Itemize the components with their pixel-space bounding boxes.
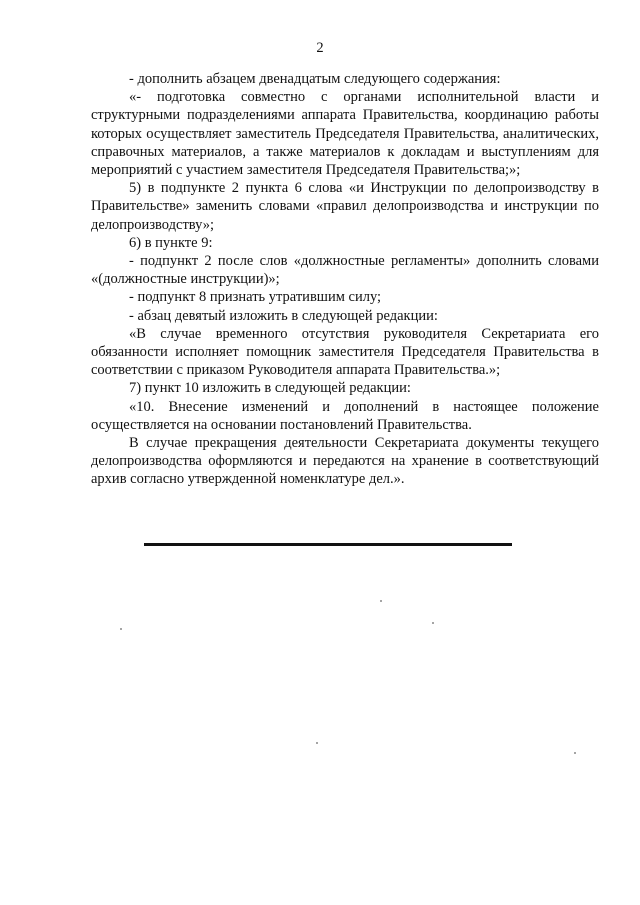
paragraph-10: «10. Внесение изменений и дополнений в настоящее положение осуществляется на основании постановлений Правительства. (91, 398, 599, 433)
document-body (91, 70, 599, 489)
paragraph-2: «- подготовка совместно с органами исполнительной власти и структурными подразделениями аппарата Правительства, координацию работы которых осуществляет заместитель Председателя Правительства, аналитических, справочных материалов, а также материалов к докладам и выступлениям для мероприятий с участием заместителя Председателя Правительства;»; (91, 89, 599, 179)
scan-speck (432, 622, 434, 624)
scan-speck (574, 752, 576, 754)
page-number: 2 (316, 40, 324, 56)
paragraph-7: - абзац девятый изложить в следующей редакции: (129, 307, 438, 324)
paragraph-6: - подпункт 8 признать утратившим силу; (129, 289, 382, 306)
scan-speck (120, 628, 122, 630)
scan-speck (316, 742, 318, 744)
paragraph-3: 5) в подпункте 2 пункта 6 слова «и Инструкции по делопроизводству в Правительстве» заменить словами «правил делопроизводства и инструкции по делопроизводству»; (91, 180, 599, 233)
paragraph-1: - дополнить абзацем двенадцатым следующего содержания: (129, 71, 501, 87)
scan-speck (380, 600, 382, 602)
paragraph-8: «В случае временного отсутствия руководителя Секретариата его обязанности исполняет помощник заместителя Председателя Правительства в соответствии с приказом Руководителя аппарата Правительства.»; (91, 325, 599, 379)
closing-rule (144, 543, 512, 546)
paragraph-9: 7) пункт 10 изложить в следующей редакции: (129, 380, 411, 397)
paragraph-4: 6) в пункте 9: (129, 234, 213, 251)
paragraph-11: В случае прекращения деятельности Секретариата документы текущего делопроизводства оформляются и передаются на хранение в соответствующий архив согласно утвержденной номенклатуре дел.». (91, 435, 599, 488)
paragraph-5: - подпункт 2 после слов «должностные регламенты» дополнить словами «(должностные инструкции)»; (91, 253, 599, 288)
